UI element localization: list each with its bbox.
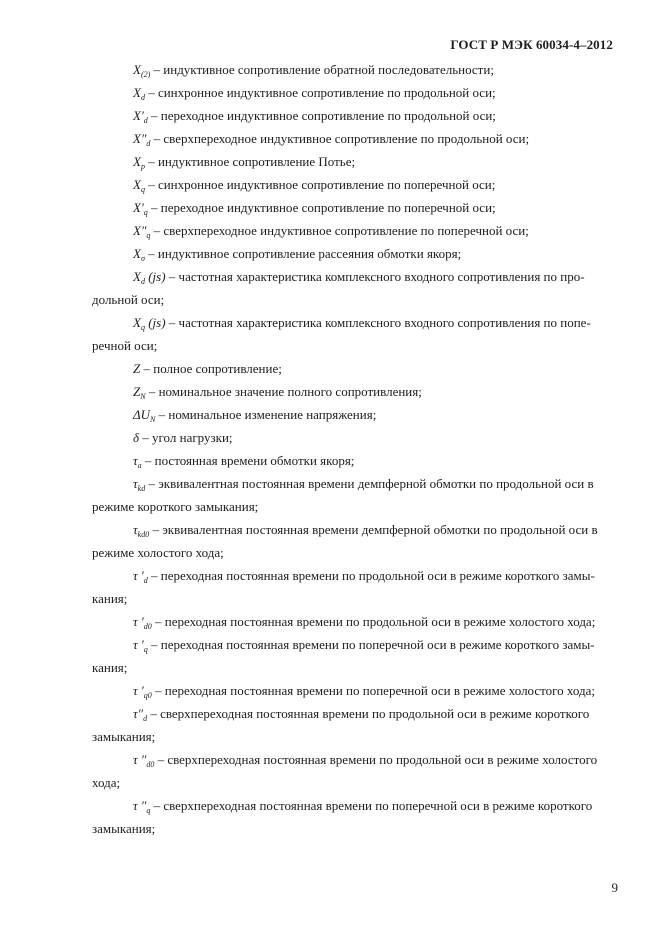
definition-text: – сверхпереходная постоянная времени по поперечной оси в режиме короткого: [150, 798, 593, 813]
definition-text: – синхронное индуктивное сопротивление по поперечной оси;: [144, 177, 496, 192]
definition-text: – индуктивное сопротивление обратной последовательности;: [150, 62, 494, 77]
symbol-prime: ′: [140, 200, 144, 215]
definition-item: [92, 449, 612, 472]
definition-continuation: замыкания;: [92, 821, 156, 836]
definition-continuation: хода;: [92, 775, 121, 790]
symbol-base: X: [133, 154, 141, 169]
symbol-subscript: N: [150, 415, 156, 424]
symbol-subscript: kd0: [137, 530, 150, 539]
symbol-base: τ: [133, 637, 141, 652]
symbol: [133, 752, 154, 767]
symbol-base: τ: [133, 568, 141, 583]
definition-continuation: режиме холостого хода;: [92, 545, 224, 560]
definition-text: – переходное индуктивное сопротивление по поперечной оси;: [147, 200, 496, 215]
symbol-subscript: q: [143, 208, 148, 217]
symbol-subscript: σ: [140, 254, 145, 263]
symbol-subscript: kd: [137, 484, 146, 493]
symbol-subscript: d0: [146, 760, 155, 769]
definition-text: – индуктивное сопротивление Потье;: [144, 154, 356, 169]
definition-item: [92, 357, 612, 380]
definition-continuation: кания;: [92, 660, 128, 675]
symbol-subscript: d: [140, 93, 145, 102]
symbol-base: X: [133, 200, 141, 215]
definition-item: [92, 242, 612, 265]
definition-item: [92, 633, 612, 656]
symbol: [133, 407, 155, 422]
definition-text: – частотная характеристика комплексного входного сопротивления по про-: [165, 269, 585, 284]
symbol-subscript: q: [140, 185, 145, 194]
symbol: [133, 177, 145, 192]
definition-item: [92, 219, 612, 242]
symbol-base: X: [133, 223, 141, 238]
definition-item: [92, 58, 612, 81]
symbol-subscript: d: [146, 139, 151, 148]
page-number: 9: [611, 880, 618, 895]
symbol: [133, 131, 150, 146]
symbol-argument: (js): [144, 315, 166, 330]
symbol-subscript: N: [140, 392, 146, 401]
symbol-base: X: [133, 108, 141, 123]
symbol-base: X: [133, 177, 141, 192]
symbol: [133, 315, 166, 330]
definition-continuation: режиме короткого замыкания;: [92, 499, 259, 514]
definition-item: [92, 173, 612, 196]
symbol: [133, 568, 148, 583]
symbol-base: τ: [133, 522, 138, 537]
symbol-base: X: [133, 246, 141, 261]
symbol: [133, 683, 152, 698]
symbol: [133, 246, 145, 261]
symbol-prime: ′: [140, 683, 144, 698]
symbol-base: X: [133, 85, 141, 100]
symbol-base: Z: [133, 361, 141, 376]
symbol-subscript: q: [140, 323, 145, 332]
symbol-prime: ″: [140, 131, 147, 146]
symbol: [133, 637, 148, 652]
symbol-subscript: a: [137, 461, 142, 470]
symbol: [133, 706, 147, 721]
symbol-base: τ: [133, 706, 138, 721]
symbol: [133, 85, 145, 100]
definition-item: [92, 127, 612, 150]
symbol: [133, 614, 152, 629]
symbol: [133, 108, 148, 123]
symbol: [133, 62, 150, 77]
symbol-prime: ″: [140, 752, 147, 767]
symbol: [133, 269, 166, 284]
symbol: [133, 798, 150, 813]
symbol-base: Z: [133, 384, 141, 399]
definition-item: [92, 748, 612, 771]
definition-text: – эквивалентная постоянная времени демпферной обмотки по продольной оси в: [149, 522, 598, 537]
symbol-base: τ: [133, 453, 138, 468]
definition-text: – частотная характеристика комплексного входного сопротивления по попе-: [165, 315, 591, 330]
definition-continuation: кания;: [92, 591, 128, 606]
symbol-prime: ′: [140, 108, 144, 123]
symbol-base: τ: [133, 752, 141, 767]
symbol-subscript: p: [140, 162, 145, 171]
symbol-prime: ″: [140, 798, 147, 813]
symbol-subscript: d: [143, 576, 148, 585]
definition-item: [92, 380, 612, 403]
symbol: [133, 154, 145, 169]
definition-text: – полное сопротивление;: [140, 361, 282, 376]
definition-item: [92, 794, 612, 817]
definition-text: – эквивалентная постоянная времени демпферной обмотки по продольной оси в: [145, 476, 594, 491]
symbol: [133, 223, 150, 238]
symbol-base: δ: [133, 430, 140, 445]
symbol-base: τ: [133, 683, 141, 698]
definition-continuation: речной оси;: [92, 338, 158, 353]
definition-item: [92, 518, 612, 541]
symbol-subscript: d: [140, 277, 145, 286]
symbol: [133, 384, 146, 399]
document-header: ГОСТ Р МЭК 60034-4–2012: [450, 37, 613, 52]
symbol-base: τ: [133, 476, 138, 491]
symbol: [133, 453, 142, 468]
definition-text: – угол нагрузки;: [139, 430, 233, 445]
symbol: [133, 476, 145, 491]
symbol-prime: ″: [137, 706, 144, 721]
definition-item: [92, 81, 612, 104]
definition-item: [92, 472, 612, 495]
definition-continuation: дольной оси;: [92, 292, 165, 307]
symbol-prime: ″: [140, 223, 147, 238]
definition-text: – номинальное изменение напряжения;: [155, 407, 377, 422]
definition-item: [92, 196, 612, 219]
symbol-subscript: q: [146, 231, 151, 240]
definition-item: [92, 265, 612, 288]
symbol-subscript: d: [143, 714, 148, 723]
symbol-subscript: (2): [140, 70, 151, 79]
definition-text: – синхронное индуктивное сопротивление по продольной оси;: [144, 85, 496, 100]
symbol-subscript: q0: [143, 691, 152, 700]
definitions-list: [92, 58, 612, 840]
symbol-prime: ′: [140, 614, 144, 629]
definition-item: [92, 702, 612, 725]
symbol: [133, 200, 148, 215]
definition-text: – переходная постоянная времени по продольной оси в режиме холостого хода;: [151, 614, 596, 629]
definition-text: – сверхпереходная постоянная времени по продольной оси в режиме короткого: [147, 706, 590, 721]
symbol-subscript: q: [146, 806, 151, 815]
symbol-base: X: [133, 269, 141, 284]
definition-text: – переходное индуктивное сопротивление по продольной оси;: [147, 108, 496, 123]
definition-item: [92, 311, 612, 334]
definition-continuation: замыкания;: [92, 729, 156, 744]
definition-item: [92, 679, 612, 702]
definition-text: – переходная постоянная времени по поперечной оси в режиме холостого хода;: [151, 683, 596, 698]
symbol-argument: (js): [144, 269, 166, 284]
symbol-subscript: q: [143, 645, 148, 654]
definition-text: – индуктивное сопротивление рассеяния обмотки якоря;: [144, 246, 462, 261]
definition-text: – переходная постоянная времени по продольной оси в режиме короткого замы-: [147, 568, 595, 583]
symbol-base: X: [133, 315, 141, 330]
definition-item: [92, 610, 612, 633]
definition-item: [92, 403, 612, 426]
symbol-base: τ: [133, 614, 141, 629]
definition-item: [92, 104, 612, 127]
symbol-base: τ: [133, 798, 141, 813]
definition-text: – сверхпереходное индуктивное сопротивление по поперечной оси;: [150, 223, 529, 238]
symbol-base: X: [133, 131, 141, 146]
symbol-subscript: d: [143, 116, 148, 125]
definition-text: – переходная постоянная времени по поперечной оси в режиме короткого замы-: [147, 637, 595, 652]
definition-item: [92, 564, 612, 587]
symbol-base: X: [133, 62, 141, 77]
symbol-subscript: d0: [143, 622, 152, 631]
symbol-prime: ′: [140, 568, 144, 583]
symbol-base: ΔU: [133, 407, 151, 422]
definition-item: [92, 426, 612, 449]
symbol-prime: ′: [140, 637, 144, 652]
definition-text: – сверхпереходная постоянная времени по продольной оси в режиме холостого: [154, 752, 598, 767]
definition-text: – постоянная времени обмотки якоря;: [141, 453, 355, 468]
symbol: [133, 522, 149, 537]
definition-text: – сверхпереходное индуктивное сопротивление по продольной оси;: [150, 131, 530, 146]
definition-item: [92, 150, 612, 173]
definition-text: – номинальное значение полного сопротивления;: [145, 384, 422, 399]
